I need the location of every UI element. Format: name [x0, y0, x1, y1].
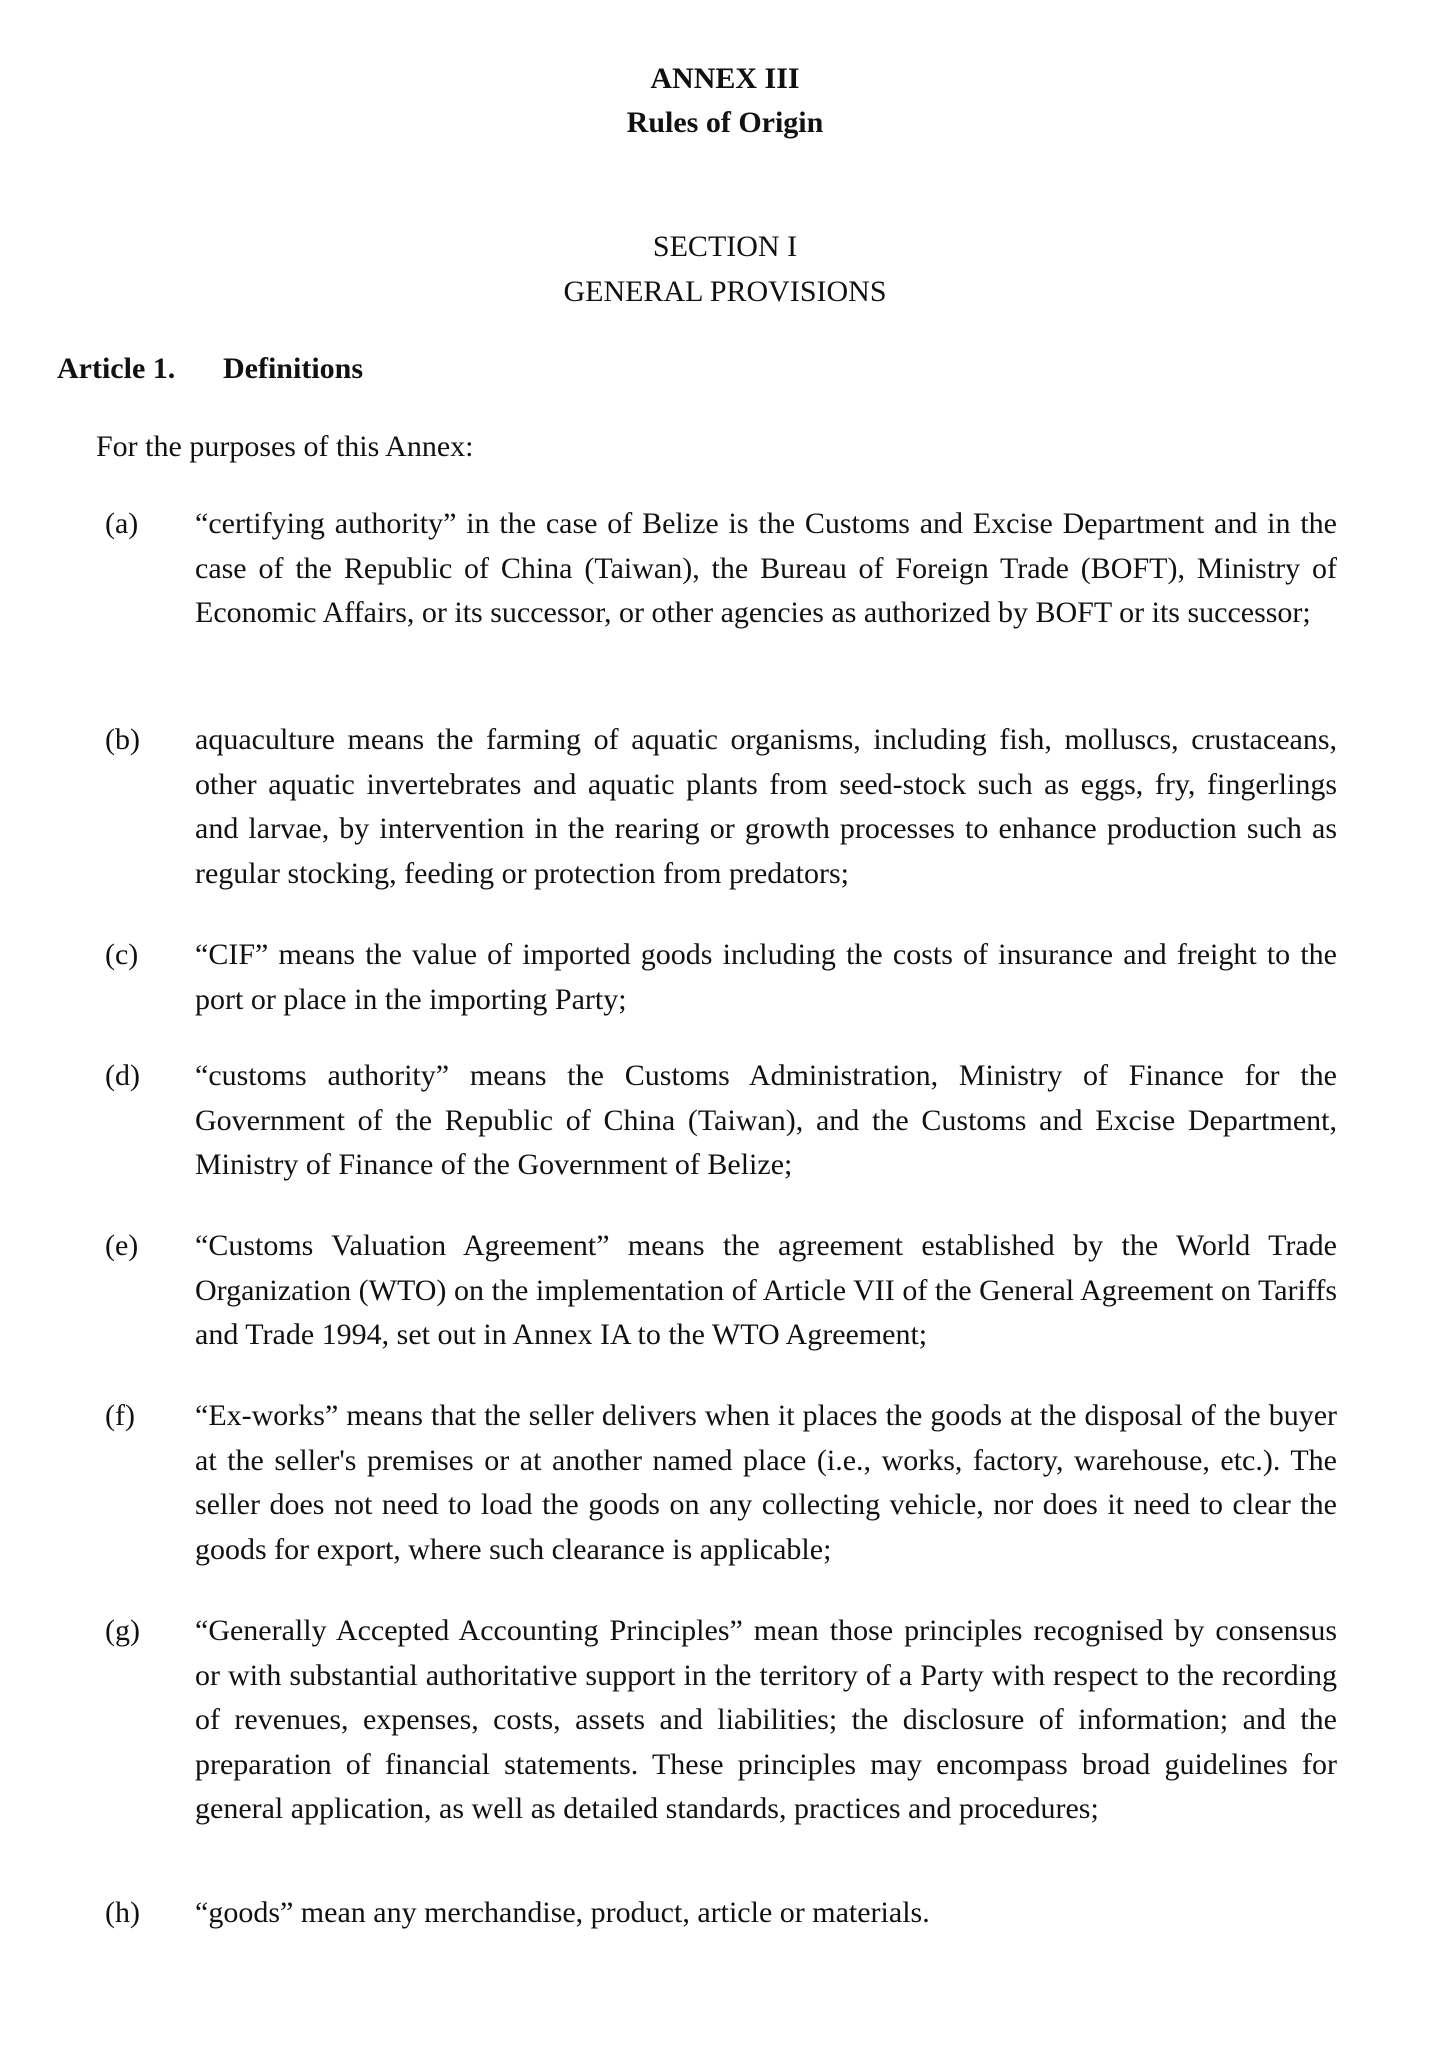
definition-label: (c) [105, 938, 139, 971]
definition-label: (f) [105, 1399, 135, 1432]
definition-text: “customs authority” means the Customs Administration, Ministry of Finance for the Government of the Republic of China (Taiwan), and the Customs and Excise Department, Ministry of Finance of the Government of Belize; [195, 1059, 1337, 1182]
article-heading [57, 346, 363, 391]
definition-label: (b) [105, 723, 140, 756]
definition-text: “CIF” means the value of imported goods including the costs of insurance and freight to the port or place in the importing Party; [195, 938, 1337, 1016]
definition-text: aquaculture means the farming of aquatic organisms, including fish, molluscs, crustaceans, other aquatic invertebrates and aquatic plants from seed-stock such as eggs, fry, fingerlings and larvae, by intervention in the rearing or growth processes to enhance production such as regular stocking, feeding or protection from predators; [195, 723, 1337, 890]
definition-text: “Ex-works” means that the seller delivers when it places the goods at the disposal of the buyer at the seller's premises or at another named place (i.e., works, factory, warehouse, etc.). The seller does not need to load the goods on any collecting vehicle, nor does it need to clear the goods for export, where such clearance is applicable; [195, 1399, 1337, 1566]
section-subtitle: GENERAL PROVISIONS [563, 275, 887, 308]
definition-text: “Generally Accepted Accounting Principles” mean those principles recognised by consensus or with substantial authoritative support in the territory of a Party with respect to the recording of revenues, expenses, costs, assets and liabilities; the disclosure of information; and the preparation of financial statements. These principles may encompass broad guidelines for general application, as well as detailed standards, practices and procedures; [195, 1614, 1337, 1826]
definition-text: “certifying authority” in the case of Belize is the Customs and Excise Department and in the case of the Republic of China (Taiwan), the Bureau of Foreign Trade (BOFT), Ministry of Economic Affairs, or its successor, or other agencies as authorized by BOFT or its successor; [195, 507, 1337, 630]
article-title: Definitions [223, 352, 364, 385]
definition-label: (e) [105, 1229, 139, 1262]
article-number: Article 1. [57, 352, 176, 385]
definition-text: “Customs Valuation Agreement” means the agreement established by the World Trade Organization (WTO) on the implementation of Article VII of the General Agreement on Tariffs and Trade 1994, set out in Annex IA to the WTO Agreement; [195, 1229, 1337, 1352]
definition-label: (d) [105, 1059, 140, 1092]
definition-label: (a) [105, 507, 139, 540]
definition-label: (h) [105, 1896, 140, 1929]
annex-title: ANNEX III [650, 62, 800, 95]
definition-text: “goods” mean any merchandise, product, article or materials. [195, 1896, 930, 1929]
intro-paragraph: For the purposes of this Annex: [96, 430, 474, 463]
section-title: SECTION I [652, 230, 798, 263]
annex-subtitle: Rules of Origin [626, 106, 824, 139]
definition-label: (g) [105, 1614, 140, 1647]
